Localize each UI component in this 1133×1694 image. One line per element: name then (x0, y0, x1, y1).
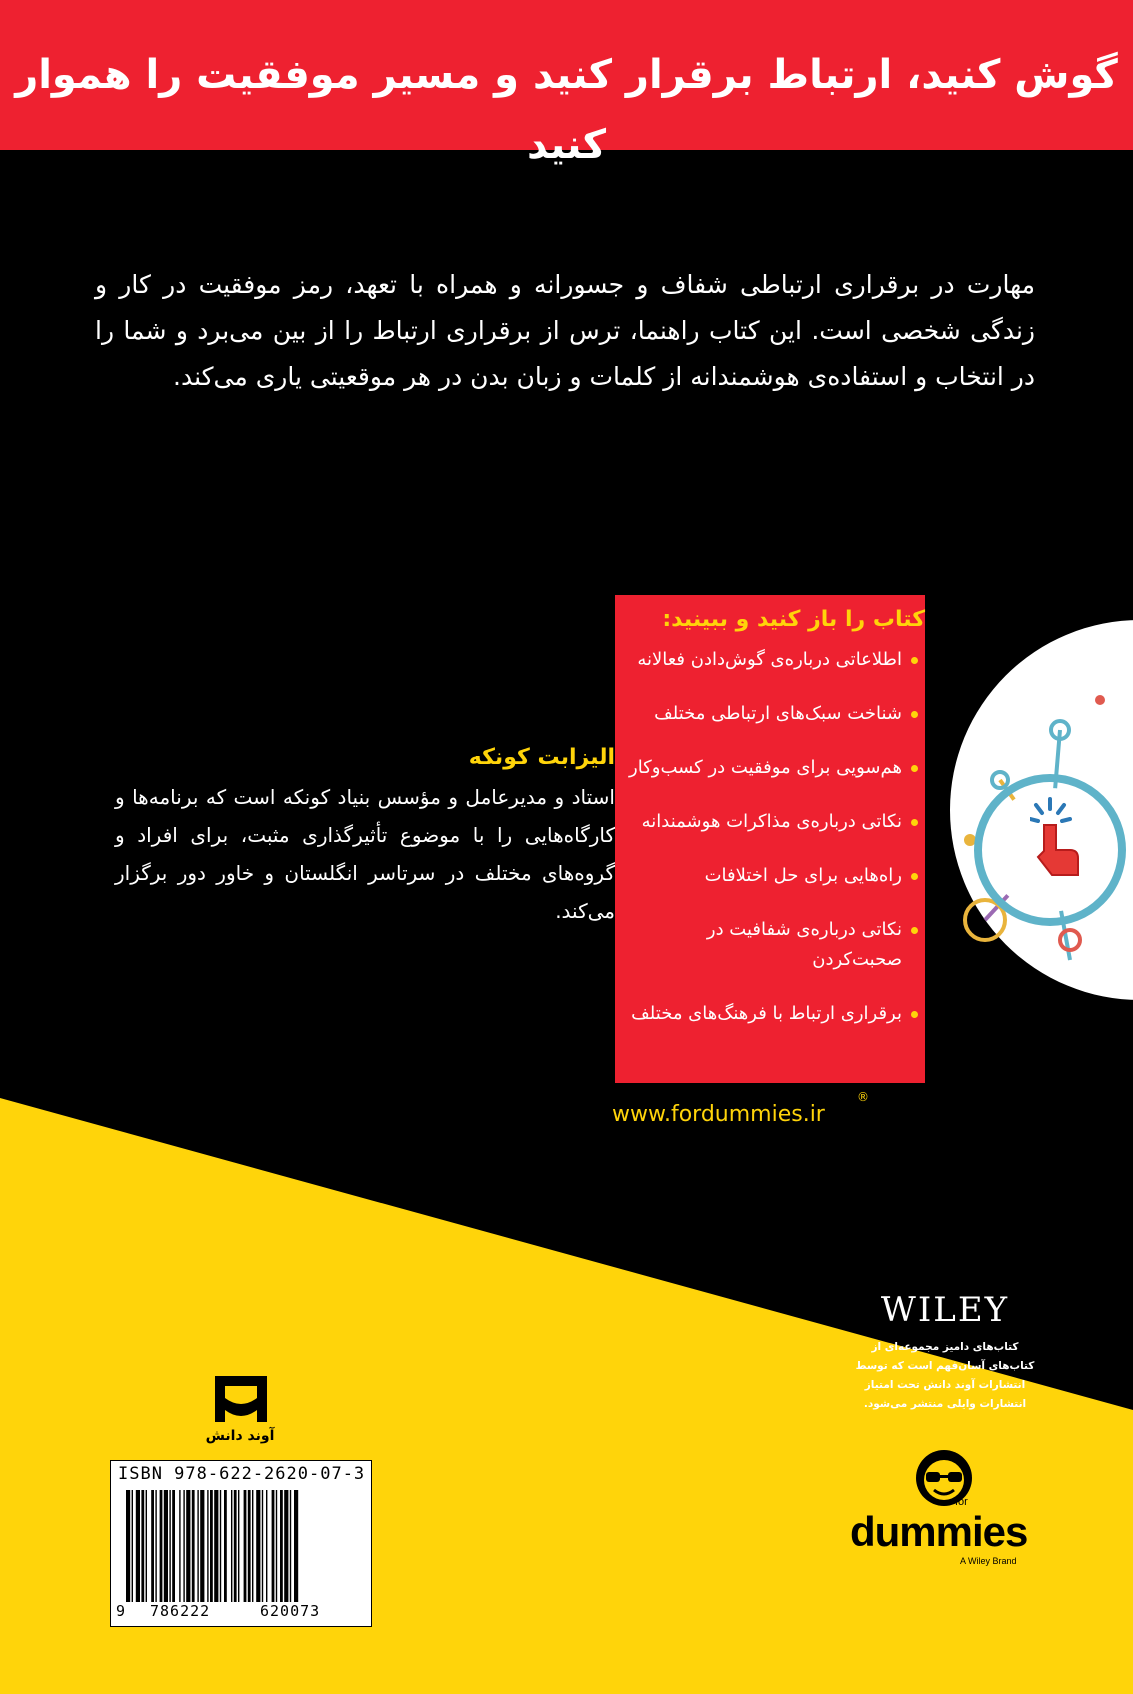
barcode-bar (197, 1490, 198, 1602)
barcode-bar (186, 1490, 190, 1602)
barcode-digit-first: 9 (116, 1602, 126, 1620)
list-item: اطلاعاتی درباره‌ی گوش‌دادن فعالانه (623, 645, 918, 675)
barcode-bar (252, 1490, 253, 1602)
features-list (623, 645, 918, 1053)
list-item: نکاتی درباره‌ی مذاکرات هوشمندانه (623, 807, 918, 837)
barcode-bar (192, 1490, 195, 1602)
publisher-name: آوند دانش (205, 1428, 275, 1444)
barcode-bar (290, 1490, 291, 1602)
list-item: برقراری ارتباط با فرهنگ‌های مختلف (623, 999, 918, 1029)
barcode-bar (220, 1490, 221, 1602)
barcode-bar (214, 1490, 218, 1602)
bullet-icon (911, 711, 918, 718)
barcode-bar (266, 1490, 267, 1602)
author-bio: استاد و مدیرعامل و مؤسس بنیاد کونکه است که برنامه‌ها و کارگاه‌هایی را با موضوع تأثیرگذاری مثبت، برای افراد و گروه‌های مختلف در سرتاسر انگلستان و خاور دور برگزار می‌کند. (115, 785, 615, 923)
barcode-bar (155, 1490, 156, 1602)
bullet-icon (911, 1011, 918, 1018)
barcode-bar (160, 1490, 163, 1602)
barcode-bar (262, 1490, 263, 1602)
barcode-bar (244, 1490, 247, 1602)
wiley-logo: WILEY (880, 1290, 1010, 1330)
bullet-icon (911, 927, 918, 934)
intro-paragraph: مهارت در برقراری ارتباطی شفاف و جسورانه و همراه با تعهد، رمز موفقیت در کار و زندگی شخصی است. این کتاب راهنما، ترس از برقراری ارتباط را از بین می‌برد و شما را در انتخاب و استفاده‌ی هوشمندانه از کلمات و زبان بدن در هر موقعیتی یاری می‌کند. (95, 270, 1035, 391)
dummies-brand-tagline: A Wiley Brand (960, 1556, 1017, 1566)
list-item: شناخت سبک‌های ارتباطی مختلف (623, 699, 918, 729)
author-name: الیزابت کونکه (468, 745, 615, 770)
barcode-bar (136, 1490, 140, 1602)
barcode-bar (207, 1490, 208, 1602)
bullet-icon (911, 765, 918, 772)
barcode-bar (151, 1490, 154, 1602)
barcode-bar (284, 1490, 288, 1602)
bullet-icon (911, 819, 918, 826)
list-item: هم‌سویی برای موفقیت در کسب‌وکار (623, 753, 918, 783)
barcode-bar (200, 1490, 204, 1602)
barcode-bar (224, 1490, 227, 1602)
barcode-bar (248, 1490, 251, 1602)
barcode-bar (272, 1490, 275, 1602)
barcode-bar (183, 1490, 184, 1602)
barcode-digits-left: 786222 (150, 1602, 211, 1620)
isbn-label: ISBN 978-622-2620-07-3 (118, 1464, 366, 1484)
barcode-bar (132, 1490, 133, 1602)
barcode-bar (141, 1490, 144, 1602)
list-item: نکاتی درباره‌ی شفافیت در صحبت‌کردن (623, 915, 918, 975)
cover-tagline: گوش کنید، ارتباط برقرار کنید و مسیر موفقیت را هموار کنید (15, 52, 1118, 168)
barcode-bar (146, 1490, 147, 1602)
barcode-bar (126, 1490, 130, 1602)
barcode-bar (169, 1490, 170, 1602)
website-link[interactable]: www.fordummies.ir (612, 1102, 825, 1127)
barcode-bar (231, 1490, 232, 1602)
barcode-bar (238, 1490, 239, 1602)
barcode-bar (164, 1490, 168, 1602)
avoand-logo-icon (213, 1374, 269, 1424)
hand-pointer-icon (1030, 795, 1090, 895)
barcode-bar (276, 1490, 277, 1602)
barcode-digits-right: 620073 (260, 1602, 321, 1620)
barcode-bar (179, 1490, 180, 1602)
barcode-bar (234, 1490, 237, 1602)
wiley-description: کتاب‌های دامیز مجموعه‌ای از کتاب‌های آسان‌فهم است که توسط انتشارات آوند دانش تحت امتیاز انتشارات وایلی منتشر می‌شود. (855, 1341, 1035, 1410)
barcode-bar (256, 1490, 260, 1602)
barcode-bar (210, 1490, 213, 1602)
dummies-for: for (955, 1496, 968, 1508)
list-item: راه‌هایی برای حل اختلافات (623, 861, 918, 891)
barcode-icon (126, 1490, 360, 1602)
bullet-icon (911, 657, 918, 664)
registered-mark: ® (857, 1090, 869, 1104)
features-title: کتاب را باز کنید و ببینید: (662, 607, 925, 632)
barcode-bar (172, 1490, 175, 1602)
barcode-bar (294, 1490, 298, 1602)
barcode-bar (280, 1490, 283, 1602)
dummies-logo: dummies (850, 1508, 1028, 1555)
bullet-icon (911, 873, 918, 880)
